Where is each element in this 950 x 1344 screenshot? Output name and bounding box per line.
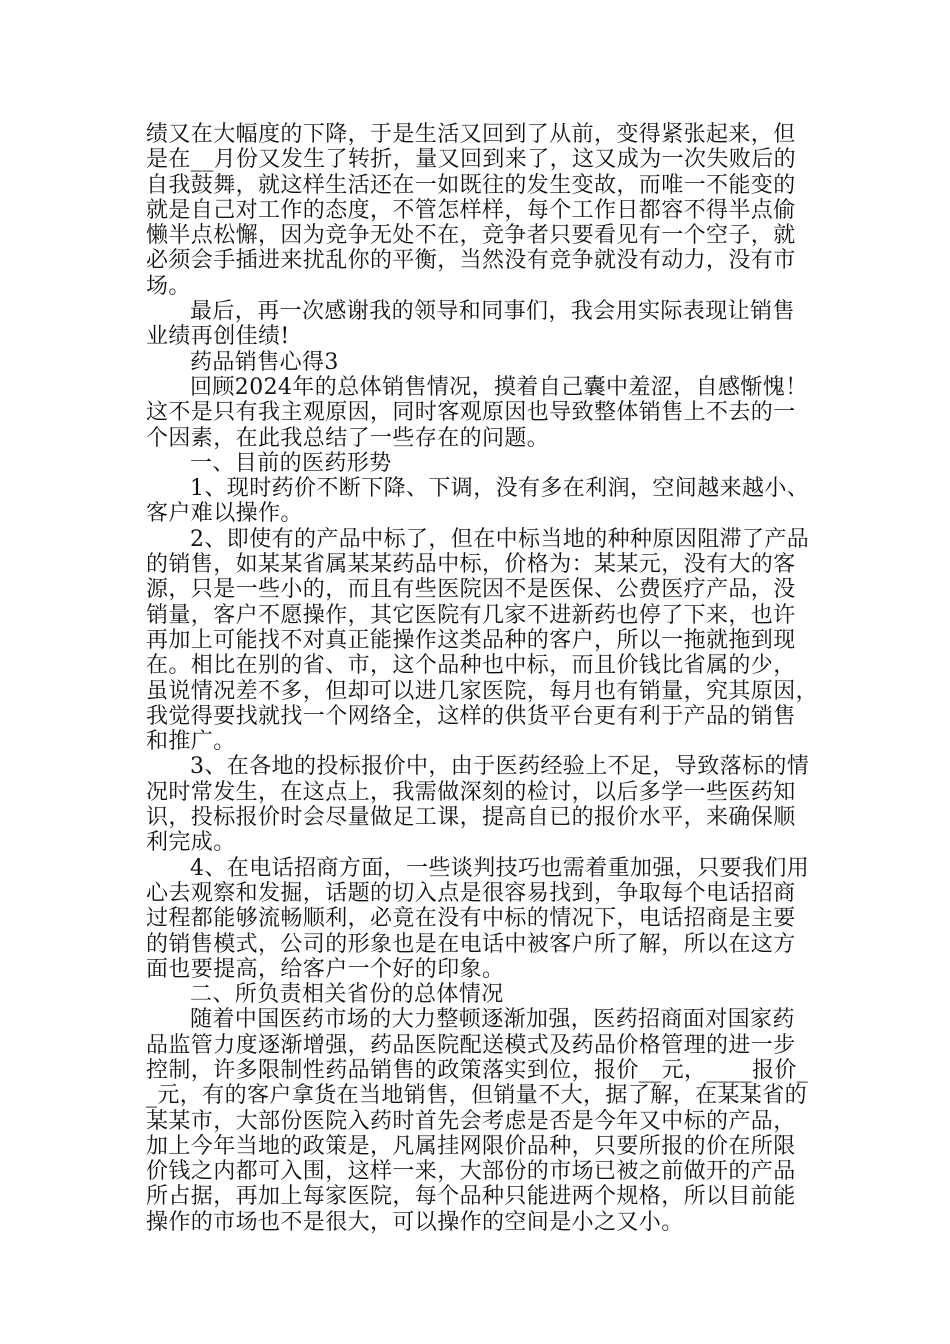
text-line: 4、在电话招商方面，一些谈判技巧也需着重加强，只要我们用 <box>190 855 810 881</box>
text-line: 的销售，如某某省属某某药品中标，价格为：某某元，没有大的客 <box>146 552 796 578</box>
text-line: 个因素，在此我总结了一些存在的问题。 <box>146 425 550 451</box>
text-line: 就是自己对工作的态度，不管怎样样，每个工作日都容不得半点偷 <box>146 197 796 223</box>
text-line: 心去观察和发掘，话题的切入点是很容易找到，争取每个电话招商 <box>146 880 796 906</box>
text-line: 最后，再一次感谢我的领导和同事们，我会用实际表现让销售 <box>190 299 795 325</box>
text-line: 过程都能够流畅顺利，必竟在没有中标的情况下，电话招商是主要 <box>146 906 796 932</box>
text-line: 必须会手插进来扰乱你的平衡，当然没有竞争就没有动力，没有市 <box>146 248 796 274</box>
text-line: 随着中国医药市场的大力整顿逐渐加强，医药招商面对国家药 <box>190 1007 795 1033</box>
text-line: 况时常发生，在这点上，我需做深刻的检讨，以后多学一些医药知 <box>146 779 796 805</box>
text-line: 3、在各地的投标报价中，由于医药经验上不足，导致落标的情 <box>190 754 810 780</box>
text-line: 1、现时药价不断下降、下调，没有多在利润，空间越来越小、 <box>190 476 810 502</box>
text-line: 二、所负责相关省份的总体情况 <box>190 982 504 1008</box>
text-line: 某某市，大部份医院入药时首先会考虑是否是今年又中标的产品， <box>146 1108 796 1134</box>
text-line: 所占据，再加上每家医院，每个品种只能进两个规格，所以目前能 <box>146 1184 796 1210</box>
text-line: 面也要提高，给客户一个好的印象。 <box>146 956 505 982</box>
text-line: 识，投标报价时会尽量做足工课，提高自已的报价水平，来确保顺 <box>146 805 796 831</box>
text-line: 品监管力度逐渐增强，药品医院配送模式及药品价格管理的进一步 <box>146 1032 796 1058</box>
text-line: 绩又在大幅度的下降，于是生活又回到了从前，变得紧张起来，但 <box>146 122 796 147</box>
text-line: _元，有的客户拿货在当地销售，但销量不大，据了解，在某某省的 <box>146 1083 808 1109</box>
text-line: 2、即使有的产品中标了，但在中标当地的种种原因阻滞了产品 <box>190 526 810 552</box>
text-line: 利完成。 <box>146 830 236 856</box>
text-line: 药品销售心得3 <box>190 349 339 375</box>
text-line: 再加上可能找不对真正能操作这类品种的客户，所以一拖就拖到现 <box>146 627 796 653</box>
text-line: 源，只是一些小的，而且有些医院因不是医保、公费医疗产品，没 <box>146 577 796 603</box>
text-line: 和推广。 <box>146 729 236 755</box>
text-line: 自我鼓舞，就这样生活还在一如既往的发生变故，而唯一不能变的 <box>146 172 796 198</box>
text-line: 操作的市场也不是很大，可以操作的空间是小之又小。 <box>146 1209 684 1235</box>
text-line: 销量，客户不愿操作，其它医院有几家不进新药也停了下来，也许 <box>146 602 796 628</box>
document-body <box>146 122 822 1235</box>
text-line: 业绩再创佳绩! <box>146 324 290 350</box>
text-line: 在。相比在别的省、市，这个品种也中标，而且价钱比省属的少， <box>146 653 796 679</box>
text-line: 回顾2024年的总体销售情况，摸着自己囊中羞涩，自感惭愧！ <box>190 374 808 400</box>
text-line: 加上今年当地的政策是，凡属挂网限价品种，只要所报的价在所限 <box>146 1133 796 1159</box>
text-line: 虽说情况差不多，但却可以进几家医院，每月也有销量，究其原因， <box>146 678 819 704</box>
text-line: 这不是只有我主观原因，同时客观原因也导致整体销售上不去的一 <box>146 400 796 426</box>
text-line: 我觉得要找就找一个网络全，这样的供货平台更有利于产品的销售 <box>146 703 796 729</box>
text-line: 一、目前的医药形势 <box>190 450 392 476</box>
text-line: 价钱之内都可入围，这样一来，大部份的市场已被之前做开的产品 <box>146 1159 796 1185</box>
text-line: 是在__月份又发生了转折，量又回到来了，这又成为一次失败后的 <box>146 147 797 173</box>
text-line: 场。 <box>146 273 191 299</box>
text-line: 懒半点松懈，因为竞争无处不在，竞争者只要看见有一个空子，就 <box>146 223 796 249</box>
text-line: 的销售模式，公司的形象也是在电话中被客户所了解，所以在这方 <box>146 931 796 957</box>
text-line: 控制，许多限制性药品销售的政策落实到位，报价__元，____报价_ <box>146 1057 809 1083</box>
text-line: 客户难以操作。 <box>146 501 303 527</box>
